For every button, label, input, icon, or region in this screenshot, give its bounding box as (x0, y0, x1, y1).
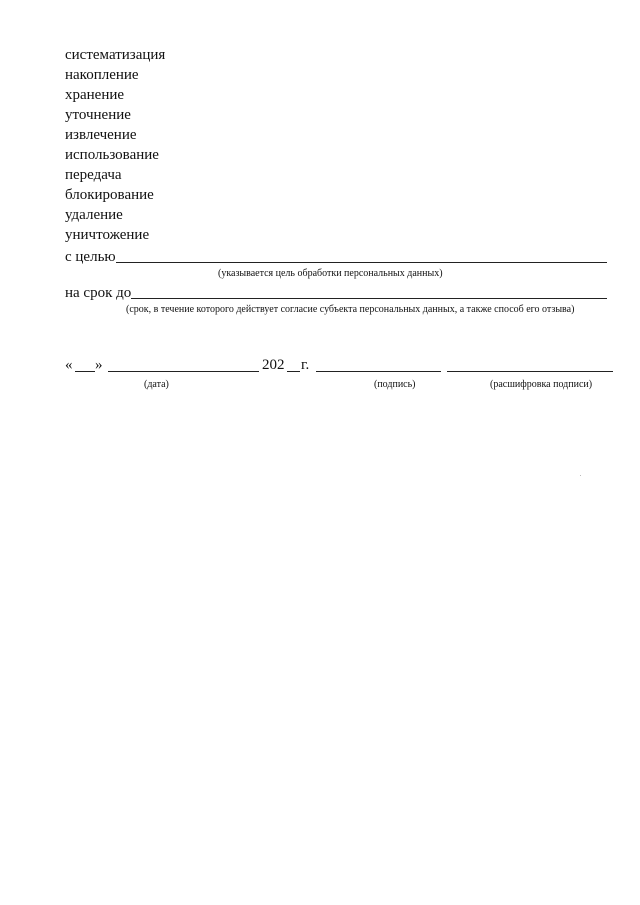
action-item: передача (65, 167, 122, 183)
purpose-caption: (указывается цель обработки персональных данных) (218, 268, 443, 279)
action-item: извлечение (65, 127, 137, 143)
term-caption: (срок, в течение которого действует согласие субъекта персональных данных, а также способ его отзыва) (126, 304, 575, 315)
date-caption: (дата) (144, 379, 169, 390)
action-item: хранение (65, 87, 125, 103)
year-fill-line[interactable] (287, 370, 300, 372)
quote-close: » (95, 357, 103, 373)
signature-caption: (подпись) (374, 379, 416, 390)
purpose-row (65, 246, 607, 266)
action-item: удаление (65, 207, 123, 223)
month-fill-line[interactable] (108, 370, 259, 372)
scan-speck (580, 475, 581, 476)
signature-fill-line[interactable] (316, 370, 441, 372)
processing-actions-list (65, 45, 165, 245)
action-item: уточнение (65, 107, 131, 123)
purpose-label: с целью (65, 249, 116, 265)
action-item: систематизация (65, 47, 166, 63)
year-suffix: г. (301, 357, 310, 373)
year-prefix: 202 (262, 357, 285, 373)
quote-open: « (65, 357, 73, 373)
term-fill-line[interactable] (131, 283, 607, 299)
decode-caption: (расшифровка подписи) (490, 379, 593, 390)
purpose-fill-line[interactable] (116, 247, 607, 263)
action-item: использование (65, 147, 159, 163)
decode-fill-line[interactable] (447, 370, 613, 372)
day-fill-line[interactable] (75, 370, 95, 372)
action-item: уничтожение (65, 227, 150, 243)
signature-row (65, 356, 617, 376)
term-label: на срок до (65, 285, 132, 301)
action-item: блокирование (65, 187, 154, 203)
action-item: накопление (65, 67, 139, 83)
term-row (65, 282, 607, 302)
